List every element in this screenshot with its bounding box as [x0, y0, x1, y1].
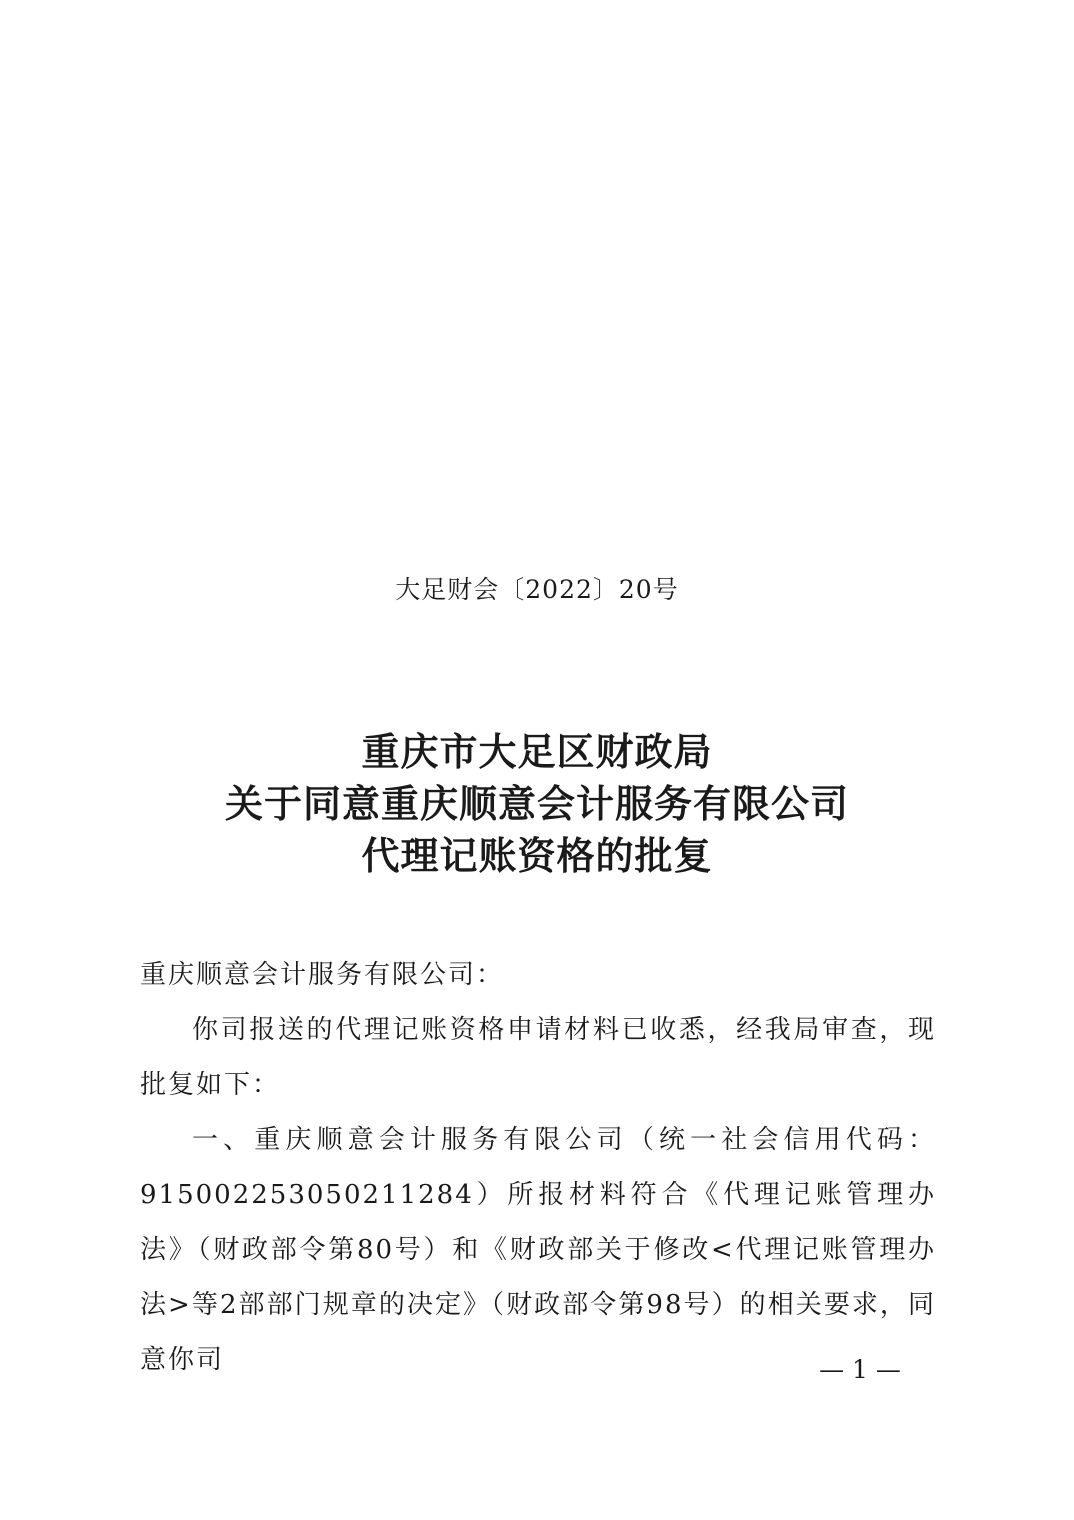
title-line-1: 重庆市大足区财政局	[361, 730, 713, 774]
document-number: 大足财会〔2022〕20号	[395, 575, 679, 604]
title-line-3: 代理记账资格的批复	[361, 834, 713, 878]
title-line-2: 关于同意重庆顺意会计服务有限公司	[224, 782, 849, 826]
paragraph-item-1: 一、重庆顺意会计服务有限公司（统一社会信用代码：915002253050211284）所报材料符合《代理记账管理办法》（财政部令第80号）和《财政部关于修改<代理记账管理办法>等2部部门规章的决定》（财政部令第98号）的相关要求，同意你司	[140, 1125, 936, 1375]
paragraph-intro: 你司报送的代理记账资格申请材料已收悉，经我局审查，现批复如下：	[140, 1015, 936, 1100]
addressee: 重庆顺意会计服务有限公司：	[140, 960, 505, 990]
page-number: — 1 —	[819, 1355, 901, 1384]
document-body	[140, 948, 936, 1388]
document-title	[0, 726, 1074, 882]
